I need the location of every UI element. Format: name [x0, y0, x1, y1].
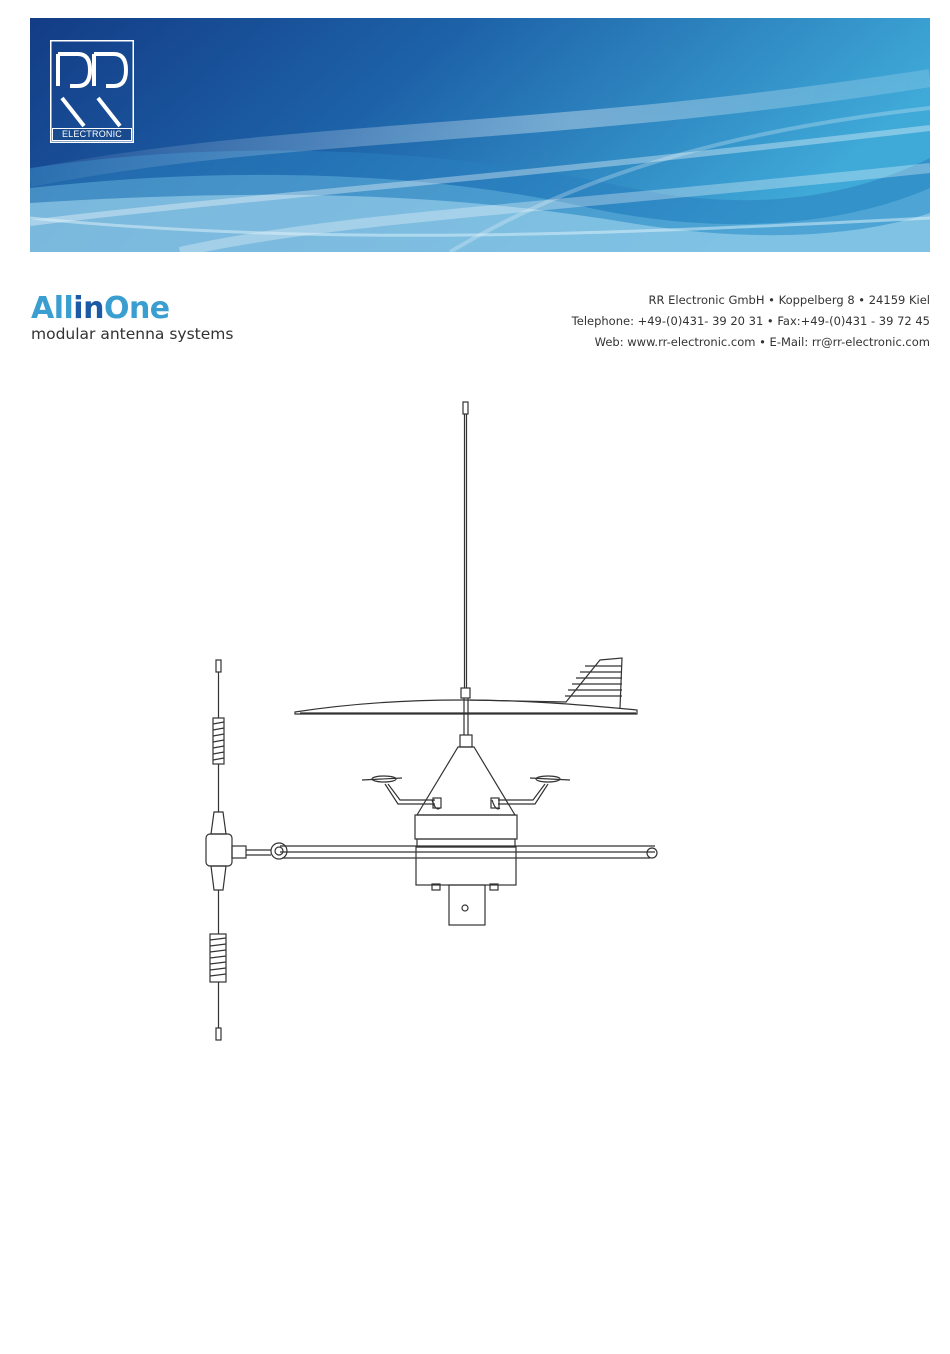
logo-text: ELECTRONIC [52, 128, 132, 141]
dipole-antenna [206, 660, 232, 1040]
brand-title-all: All [31, 291, 74, 326]
antenna-hub [415, 735, 517, 925]
whip-joint [461, 688, 470, 698]
whip-tip [463, 402, 468, 414]
brand-title-one: One [103, 291, 170, 326]
brand-subtitle: modular antenna systems [31, 325, 234, 343]
anemometer-arms [362, 776, 570, 804]
horizontal-boom [232, 843, 657, 859]
brand-title-in: in [73, 291, 104, 326]
contact-phone-fax: Telephone: +49-(0)431- 39 20 31 • Fax:+49-(0)431 - 39 72 45 [571, 314, 930, 328]
contact-web-email: Web: www.rr-electronic.com • E-Mail: rr@rr-electronic.com [594, 335, 930, 349]
contact-address: RR Electronic GmbH • Koppelberg 8 • 24159 Kiel [648, 293, 930, 307]
